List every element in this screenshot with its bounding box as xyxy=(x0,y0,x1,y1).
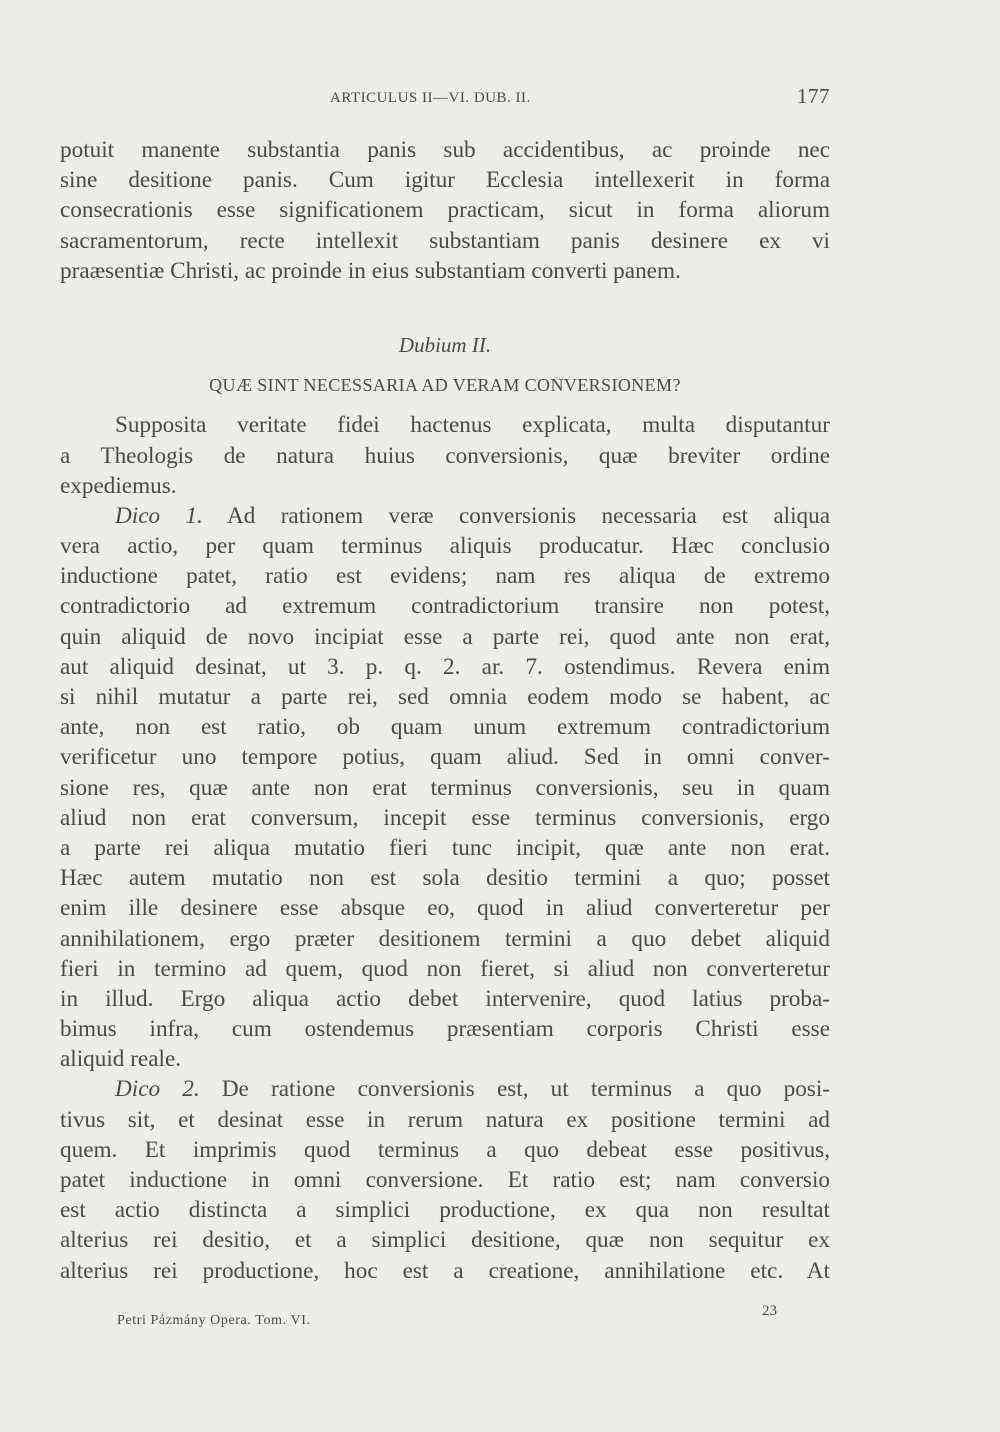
text-line: quin aliquid de novo incipiat esse a parte rei, quod ante non erat, xyxy=(60,623,830,650)
text-line: aut aliquid desinat, ut 3. p. q. 2. ar. 7. ostendimus. Revera enim xyxy=(60,653,830,680)
text-line: sine desitione panis. Cum igitur Ecclesia intellexerit in forma xyxy=(60,167,830,194)
text-line: est actio distincta a simplici productione, ex qua non resultat xyxy=(60,1197,830,1224)
text-line: inductione patet, ratio est evidens; nam res aliqua de extremo xyxy=(60,563,830,590)
text-line: aliud non erat conversum, incepit esse terminus conversionis, ergo xyxy=(60,804,830,831)
text-line: praæsentiæ Christi, ac proinde in eius substantiam converti panem. xyxy=(60,257,681,284)
text-line: aliquid reale. xyxy=(60,1046,182,1073)
section-question: QUÆ SINT NECESSARIA AD VERAM CONVERSIONEM? xyxy=(209,375,681,396)
text-line: fieri in termino ad quem, quod non fieret, si aliud non converteretur xyxy=(60,955,830,982)
text-line: potuit manente substantia panis sub accidentibus, ac proinde nec xyxy=(60,137,830,163)
dico-1-text: Ad rationem veræ conversionis necessaria est aliqua xyxy=(226,502,830,529)
text-line: enim ille desinere esse absque eo, quod in aliud converteretur per xyxy=(60,895,830,922)
text-line: in illud. Ergo aliqua actio debet intervenire, quod latius proba- xyxy=(60,985,830,1012)
text-line: Supposita veritate fidei hactenus explicata, multa disputantur xyxy=(115,412,830,439)
text-line: a parte rei aliqua mutatio fieri tunc incipit, quæ ante non erat. xyxy=(60,834,830,861)
text-line: quem. Et imprimis quod terminus a quo debeat esse positivus, xyxy=(60,1136,830,1163)
text-line: ante, non est ratio, ob quam unum extremum contradictorium xyxy=(60,714,830,741)
running-head xyxy=(60,84,830,114)
text-line: sacramentorum, recte intellexit substantiam panis desinere ex vi xyxy=(60,227,830,254)
text-line: a Theologis de natura huius conversionis, quæ breviter ordine xyxy=(60,442,830,469)
section-title: Dubium II. xyxy=(398,332,492,357)
text-line: expediemus. xyxy=(60,472,177,499)
text-line: consecrationis esse significationem practicam, sicut in forma aliorum xyxy=(60,197,830,224)
dico-2-text: De ratione conversionis est, ut terminus a quo posi- xyxy=(221,1076,830,1103)
text-line: verificetur uno tempore potius, quam aliud. Sed in omni conver- xyxy=(60,744,830,771)
running-title: ARTICULUS II—VI. DUB. II. xyxy=(330,90,531,106)
text-line: Hæc autem mutatio non est sola desitio termini a quo; posset xyxy=(60,865,830,892)
text-line: vera actio, per quam terminus aliquis producatur. Hæc conclusio xyxy=(60,533,830,560)
text-line: si nihil mutatur a parte rei, sed omnia eodem modo se habent, ac xyxy=(60,684,830,710)
dico-1-label: Dico 1. xyxy=(115,502,203,529)
text-line: annihilationem, ergo præter desitionem termini a quo debet aliquid xyxy=(60,925,830,952)
text-line: tivus sit, et desinat esse in rerum natura ex positione termini ad xyxy=(60,1106,830,1133)
page-number: 177 xyxy=(797,84,830,108)
text-line: bimus infra, cum ostendemus præsentiam corporis Christi esse xyxy=(60,1016,830,1043)
text-line: alterius rei productione, hoc est a creatione, annihilatione etc. At xyxy=(60,1257,830,1284)
text-line: patet inductione in omni conversione. Et ratio est; nam conversio xyxy=(60,1167,830,1193)
text-line: contradictorio ad extremum contradictorium transire non potest, xyxy=(60,593,830,620)
section-gap xyxy=(60,286,830,330)
body-text xyxy=(60,135,830,1286)
text-line: alterius rei desitio, et a simplici desitione, quæ non sequitur ex xyxy=(60,1227,830,1254)
text-line: sione res, quæ ante non erat terminus conversionis, seu in quam xyxy=(60,774,830,801)
dico-1-first-line xyxy=(60,501,830,531)
printer-signature: Petri Pázmány Opera. Tom. VI. xyxy=(117,1313,311,1328)
page-footer xyxy=(117,1303,777,1333)
dico-2-first-line xyxy=(60,1074,830,1104)
gathering-number: 23 xyxy=(762,1303,777,1319)
dico-2-label: Dico 2. xyxy=(115,1076,200,1103)
